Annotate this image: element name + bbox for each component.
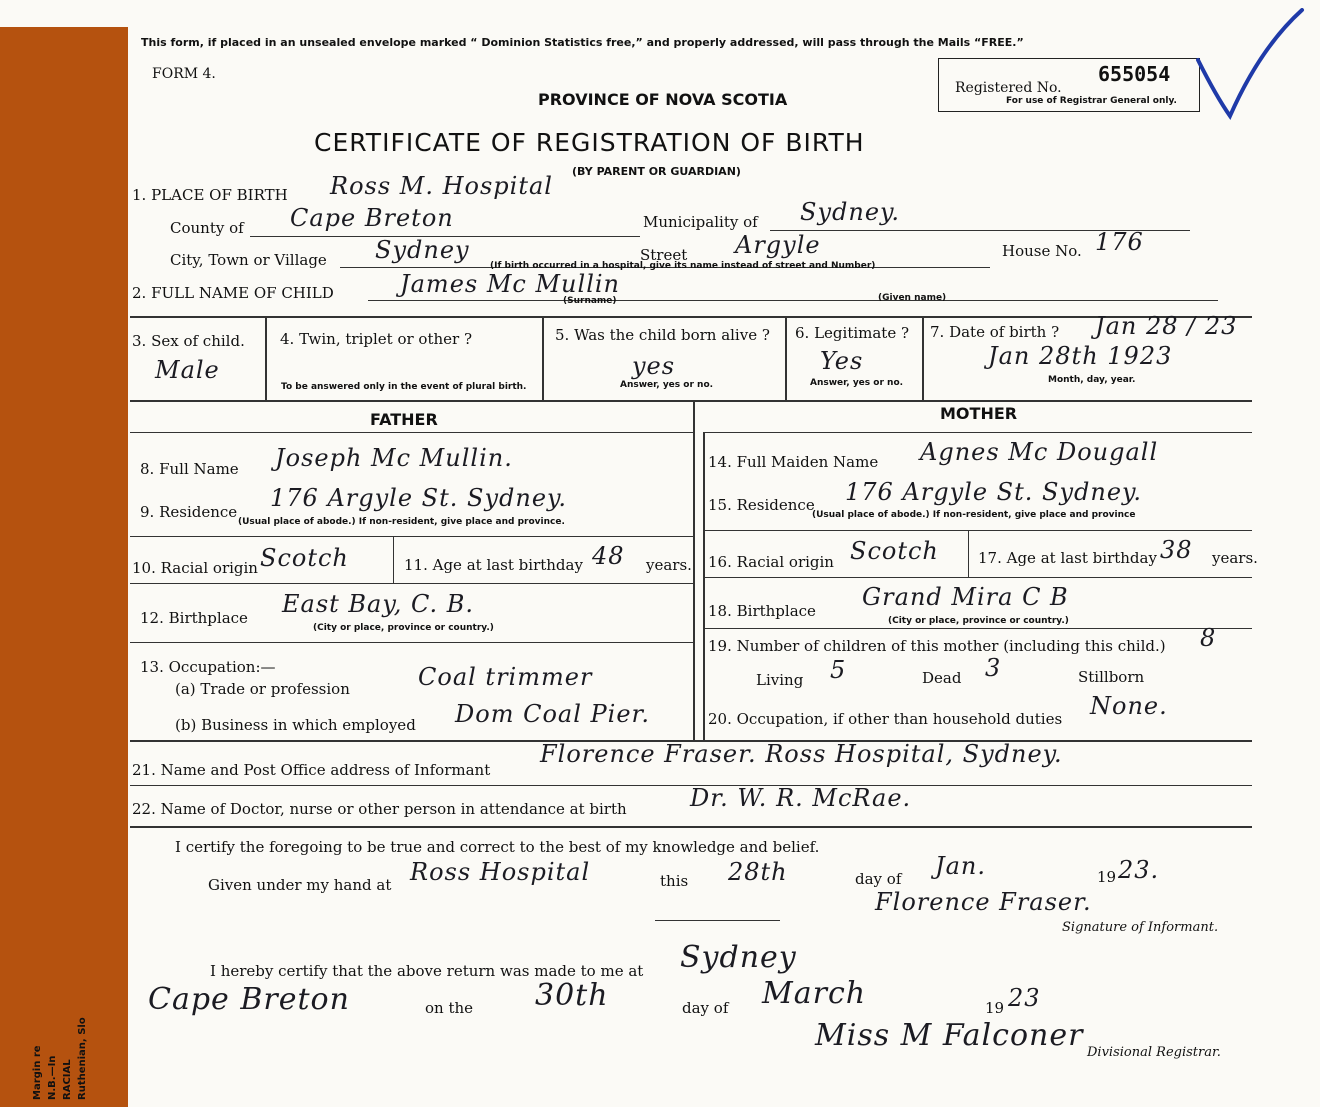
dob-value-top: Jan 28 / 23 — [1095, 312, 1238, 340]
on-the-label: on the — [425, 999, 474, 1017]
informant-value: Florence Fraser. Ross Hospital, Sydney. — [540, 740, 1063, 768]
mother-name-value: Agnes Mc Dougall — [920, 438, 1159, 466]
mail-notice: This form, if placed in an unsealed envelope marked “ Dominion Statistics free,” and properly addressed, will pass through the Mails “FREE.” — [141, 36, 1024, 49]
margin-line: Ruthenian, Slo — [77, 1017, 88, 1100]
house-value: 176 — [1095, 228, 1144, 256]
informant-signature: Florence Fraser. — [875, 888, 1092, 916]
children-count-value: 8 — [1200, 624, 1217, 652]
margin-note — [30, 1017, 90, 1100]
legitimate-note: Answer, yes or no. — [810, 378, 904, 388]
place-of-birth-value: Ross M. Hospital — [330, 172, 553, 200]
margin-line: N.B.—In — [47, 1055, 58, 1100]
certify-day-of-label: day of — [855, 870, 902, 888]
registrar-day-of-label: day of — [682, 999, 729, 1017]
father-name-label: 8. Full Name — [140, 460, 239, 478]
dob-note: Month, day, year. — [1048, 375, 1136, 385]
certify-year-prefix: 19 — [1097, 868, 1117, 886]
registrar-day-value: 30th — [535, 978, 609, 1013]
checkmark-icon — [1190, 8, 1310, 128]
child-name-value: James Mc Mullin — [400, 270, 620, 298]
form-number: FORM 4. — [152, 66, 216, 82]
father-birthplace-value: East Bay, C. B. — [282, 590, 475, 618]
registered-number: 655054 — [1098, 62, 1171, 86]
twin-label: 4. Twin, triplet or other ? — [280, 330, 472, 348]
registered-label: Registered No. — [955, 80, 1062, 96]
city-value: Sydney — [375, 236, 470, 264]
father-residence-note: (Usual place of abode.) If non-resident, give place and province. — [238, 517, 565, 527]
county-value: Cape Breton — [290, 204, 454, 232]
mother-name-label: 14. Full Maiden Name — [708, 453, 879, 471]
legitimate-value: Yes — [820, 347, 864, 375]
binding-strip — [0, 27, 128, 1107]
dead-label: Dead — [922, 669, 962, 687]
father-racial-label: 10. Racial origin — [132, 559, 258, 577]
mother-birthplace-note: (City or place, province or country.) — [888, 616, 1069, 626]
registrar-year-prefix: 19 — [985, 999, 1005, 1017]
mother-residence-note: (Usual place of abode.) If non-resident, give place and province — [812, 510, 1136, 520]
dob-label: 7. Date of birth ? — [930, 323, 1060, 341]
mother-age-label: 17. Age at last birthday — [978, 549, 1157, 567]
certify-statement: I certify the foregoing to be true and correct to the best of my knowledge and belief. — [175, 838, 820, 856]
dob-value: Jan 28th 1923 — [988, 342, 1173, 370]
living-value: 5 — [830, 656, 847, 684]
street-label: Street — [640, 246, 688, 264]
father-residence-label: 9. Residence — [140, 503, 238, 521]
municipality-value: Sydney. — [800, 198, 901, 226]
trade-label: (a) Trade or profession — [175, 680, 350, 698]
sex-value: Male — [155, 356, 220, 384]
surname-note: (Surname) — [563, 296, 617, 306]
certificate-title: CERTIFICATE OF REGISTRATION OF BIRTH — [314, 128, 865, 157]
children-count-label: 19. Number of children of this mother (including this child.) — [708, 637, 1166, 655]
street-value: Argyle — [735, 231, 821, 259]
city-label: City, Town or Village — [170, 251, 327, 269]
business-label: (b) Business in which employed — [175, 716, 416, 734]
informant-label: 21. Name and Post Office address of Informant — [132, 761, 491, 779]
mother-occupation-value: None. — [1090, 692, 1168, 720]
registrar-month-value: March — [762, 976, 867, 1011]
house-label: House No. — [1002, 242, 1082, 260]
legitimate-label: 6. Legitimate ? — [795, 324, 910, 342]
occupation-label: 13. Occupation:— — [140, 658, 276, 676]
dead-value: 3 — [985, 654, 1002, 682]
registrar-county-value: Cape Breton — [148, 982, 350, 1017]
mother-residence-value: 176 Argyle St. Sydney. — [845, 478, 1143, 506]
doctor-value: Dr. W. R. McRae. — [690, 784, 912, 812]
father-age-label: 11. Age at last birthday — [404, 556, 583, 574]
given-place-value: Ross Hospital — [410, 858, 591, 886]
hospital-note: (If birth occurred in a hospital, give its name instead of street and Number) — [490, 261, 876, 271]
father-residence-value: 176 Argyle St. Sydney. — [270, 484, 568, 512]
certify-day-value: 28th — [728, 858, 788, 886]
father-age-value: 48 — [592, 542, 625, 570]
living-label: Living — [756, 671, 804, 689]
place-of-birth-label: 1. PLACE OF BIRTH — [132, 186, 288, 204]
father-birthplace-label: 12. Birthplace — [140, 609, 248, 627]
given-name-note: (Given name) — [878, 293, 947, 303]
business-value: Dom Coal Pier. — [455, 700, 650, 728]
certify-year-value: 23. — [1118, 856, 1160, 884]
father-heading: FATHER — [370, 410, 438, 429]
registrar-signature-label: Divisional Registrar. — [1087, 1045, 1221, 1060]
county-label: County of — [170, 219, 244, 237]
alive-label: 5. Was the child born alive ? — [555, 326, 770, 344]
certificate-subtitle: (BY PARENT OR GUARDIAN) — [572, 165, 741, 178]
father-name-value: Joseph Mc Mullin. — [275, 444, 513, 472]
father-age-unit: years. — [646, 556, 692, 574]
alive-value: yes — [632, 352, 676, 380]
registered-note: For use of Registrar General only. — [1006, 96, 1177, 106]
given-under-label: Given under my hand at — [208, 876, 392, 894]
mother-age-unit: years. — [1212, 549, 1258, 567]
doctor-label: 22. Name of Doctor, nurse or other person in attendance at birth — [132, 800, 627, 818]
mother-racial-value: Scotch — [850, 537, 939, 565]
certify-month-value: Jan. — [935, 852, 987, 880]
mother-birthplace-value: Grand Mira C B — [862, 583, 1069, 611]
twin-note: To be answered only in the event of plural birth. — [281, 382, 527, 392]
registrar-year-value: 23 — [1008, 984, 1041, 1012]
mother-birthplace-label: 18. Birthplace — [708, 602, 816, 620]
mother-heading: MOTHER — [940, 404, 1018, 423]
mother-racial-label: 16. Racial origin — [708, 553, 834, 571]
stillborn-label: Stillborn — [1078, 668, 1145, 686]
alive-note: Answer, yes or no. — [620, 380, 714, 390]
mother-residence-label: 15. Residence — [708, 496, 815, 514]
informant-signature-label: Signature of Informant. — [1062, 920, 1219, 935]
registrar-place-value: Sydney — [680, 940, 797, 975]
father-racial-value: Scotch — [260, 544, 349, 572]
this-label: this — [660, 872, 689, 890]
margin-line: Margin re — [32, 1045, 43, 1100]
margin-line: RACIAL — [62, 1059, 73, 1100]
trade-value: Coal trimmer — [418, 663, 593, 691]
father-birthplace-note: (City or place, province or country.) — [313, 623, 494, 633]
child-name-label: 2. FULL NAME OF CHILD — [132, 284, 334, 302]
mother-occupation-label: 20. Occupation, if other than household duties — [708, 710, 1063, 728]
mother-age-value: 38 — [1160, 536, 1193, 564]
registrar-signature: Miss M Falconer — [815, 1018, 1084, 1053]
municipality-label: Municipality of — [643, 213, 758, 231]
registrar-statement: I hereby certify that the above return was made to me at — [210, 962, 644, 980]
province-heading: PROVINCE OF NOVA SCOTIA — [538, 90, 788, 109]
sex-label: 3. Sex of child. — [132, 332, 245, 350]
